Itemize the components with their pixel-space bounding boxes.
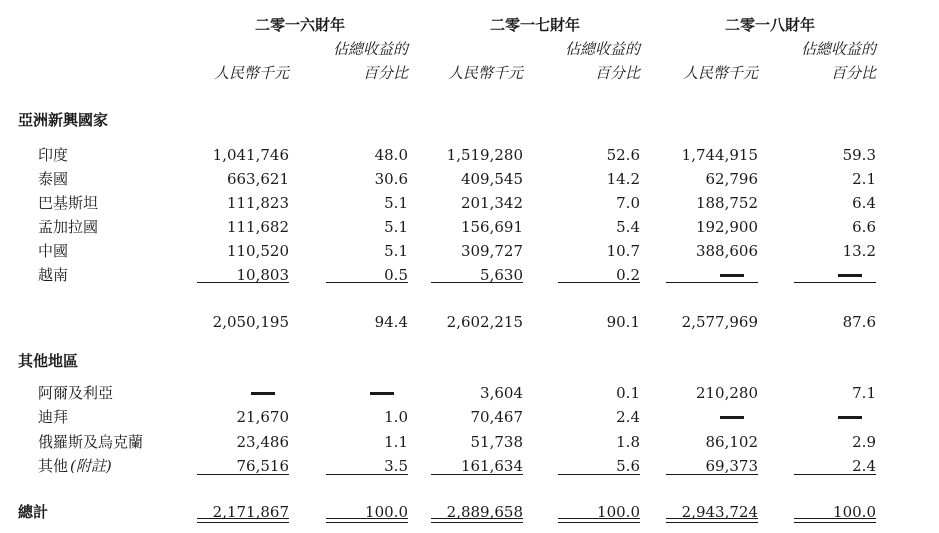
row-value: 76,516 (236, 457, 289, 475)
total-double-rule-top (794, 518, 876, 519)
row-value: 5.6 (616, 457, 640, 475)
total-double-rule-top (431, 518, 523, 519)
row-value: 7.0 (616, 194, 640, 212)
section-heading-asia: 亞洲新興國家 (18, 111, 109, 129)
row-value: 59.3 (842, 146, 876, 164)
row-value: 52.6 (606, 146, 640, 164)
row-label: 巴基斯坦 (38, 194, 99, 212)
row-value: 1,744,915 (681, 146, 758, 164)
row-value-text (776, 408, 876, 426)
row-value-text (308, 384, 408, 402)
subtotal-value: 94.4 (374, 313, 408, 331)
total-double-rule-top (666, 518, 758, 519)
subtotal-rule (794, 282, 876, 283)
total-label: 總計 (18, 503, 49, 521)
row-label: 印度 (38, 146, 69, 164)
section-rule (666, 474, 758, 475)
subtotal-rule (558, 282, 640, 283)
section-rule (326, 474, 408, 475)
total-double-rule-bottom (326, 522, 408, 523)
row-value: 30.6 (374, 170, 408, 188)
row-value: 1,041,746 (212, 146, 289, 164)
subtotal-rule (666, 282, 758, 283)
row-label: 越南 (38, 266, 69, 284)
pct-header-line1-2: 佔總收益的 (800, 40, 876, 58)
total-double-rule-bottom (197, 522, 289, 523)
row-label: 其他 (38, 457, 69, 475)
total-value: 100.0 (833, 503, 876, 521)
total-double-rule-bottom (431, 522, 523, 523)
row-value: 663,621 (226, 170, 289, 188)
row-label: 孟加拉國 (38, 218, 99, 236)
subtotal-rule (326, 282, 408, 283)
amount-header-1: 人民幣千元 (447, 64, 523, 82)
row-value: 2.9 (852, 433, 876, 451)
pct-header-line1-0: 佔總收益的 (332, 40, 408, 58)
row-value: 1.1 (384, 433, 408, 451)
section-rule (197, 474, 289, 475)
year-title-0: 二零一六財年 (254, 16, 345, 34)
row-value: 6.4 (852, 194, 876, 212)
total-value: 100.0 (597, 503, 640, 521)
pct-header-line2-1: 百分比 (594, 64, 640, 82)
row-value: 156,691 (460, 218, 523, 236)
year-title-2: 二零一八財年 (724, 16, 815, 34)
row-value: 7.1 (852, 384, 876, 402)
row-label: 俄羅斯及烏克蘭 (38, 433, 144, 451)
amount-header-2: 人民幣千元 (682, 64, 758, 82)
row-value: 309,727 (460, 242, 523, 260)
section-rule (431, 474, 523, 475)
row-value: 23,486 (236, 433, 289, 451)
row-label: 泰國 (38, 170, 69, 188)
row-label-note: (附註) (70, 457, 112, 475)
amount-header-0: 人民幣千元 (213, 64, 289, 82)
row-value: 0.2 (616, 266, 640, 284)
row-value: 1.8 (616, 433, 640, 451)
row-value: 48.0 (374, 146, 408, 164)
row-value: 10,803 (236, 266, 289, 284)
total-double-rule-bottom (794, 522, 876, 523)
row-value: 6.6 (852, 218, 876, 236)
pct-header-line2-2: 百分比 (830, 64, 876, 82)
total-value: 100.0 (365, 503, 408, 521)
row-label: 中國 (38, 242, 69, 260)
subtotal-value: 2,602,215 (446, 313, 523, 331)
row-value: 210,280 (695, 384, 758, 402)
row-value: 13.2 (842, 242, 876, 260)
row-value: 201,342 (460, 194, 523, 212)
pct-header-line1-1: 佔總收益的 (564, 40, 640, 58)
total-value: 2,943,724 (681, 503, 758, 521)
row-value: 1,519,280 (446, 146, 523, 164)
section-rule (794, 474, 876, 475)
total-double-rule-top (197, 518, 289, 519)
subtotal-value: 90.1 (606, 313, 640, 331)
total-double-rule-bottom (666, 522, 758, 523)
row-value: 70,467 (470, 408, 523, 426)
row-value: 111,823 (226, 194, 289, 212)
row-value: 5,630 (480, 266, 523, 284)
row-value: 51,738 (470, 433, 523, 451)
year-title-1: 二零一七財年 (489, 16, 580, 34)
row-value: 188,752 (695, 194, 758, 212)
total-value: 2,171,867 (212, 503, 289, 521)
row-value: 409,545 (460, 170, 523, 188)
row-value: 111,682 (226, 218, 289, 236)
row-value: 5.1 (384, 242, 408, 260)
subtotal-value: 87.6 (842, 313, 876, 331)
section-rule (558, 474, 640, 475)
row-value: 62,796 (705, 170, 758, 188)
row-value-text (189, 384, 289, 402)
total-double-rule-bottom (558, 522, 640, 523)
subtotal-value: 2,577,969 (681, 313, 758, 331)
row-value-text (658, 408, 758, 426)
row-value: 0.1 (616, 384, 640, 402)
row-value: 2.4 (616, 408, 640, 426)
row-value: 161,634 (460, 457, 523, 475)
row-value: 2.4 (852, 457, 876, 475)
total-double-rule-top (558, 518, 640, 519)
pct-header-line2-0: 百分比 (362, 64, 408, 82)
row-value: 5.1 (384, 218, 408, 236)
row-value: 1.0 (384, 408, 408, 426)
total-double-rule-top (326, 518, 408, 519)
total-value: 2,889,658 (446, 503, 523, 521)
subtotal-value: 2,050,195 (212, 313, 289, 331)
row-value: 69,373 (705, 457, 758, 475)
row-value: 2.1 (852, 170, 876, 188)
row-value: 3.5 (384, 457, 408, 475)
row-value: 14.2 (606, 170, 640, 188)
row-value: 0.5 (384, 266, 408, 284)
row-value: 110,520 (226, 242, 289, 260)
row-value: 192,900 (695, 218, 758, 236)
row-value: 21,670 (236, 408, 289, 426)
subtotal-rule (197, 282, 289, 283)
row-value: 86,102 (705, 433, 758, 451)
row-value: 10.7 (606, 242, 640, 260)
row-label: 阿爾及利亞 (38, 384, 114, 402)
row-value: 3,604 (480, 384, 523, 402)
row-value: 5.1 (384, 194, 408, 212)
row-value: 5.4 (616, 218, 640, 236)
subtotal-rule (431, 282, 523, 283)
section-heading-other: 其他地區 (18, 352, 79, 370)
row-label: 迪拜 (38, 408, 69, 426)
row-value: 388,606 (695, 242, 758, 260)
